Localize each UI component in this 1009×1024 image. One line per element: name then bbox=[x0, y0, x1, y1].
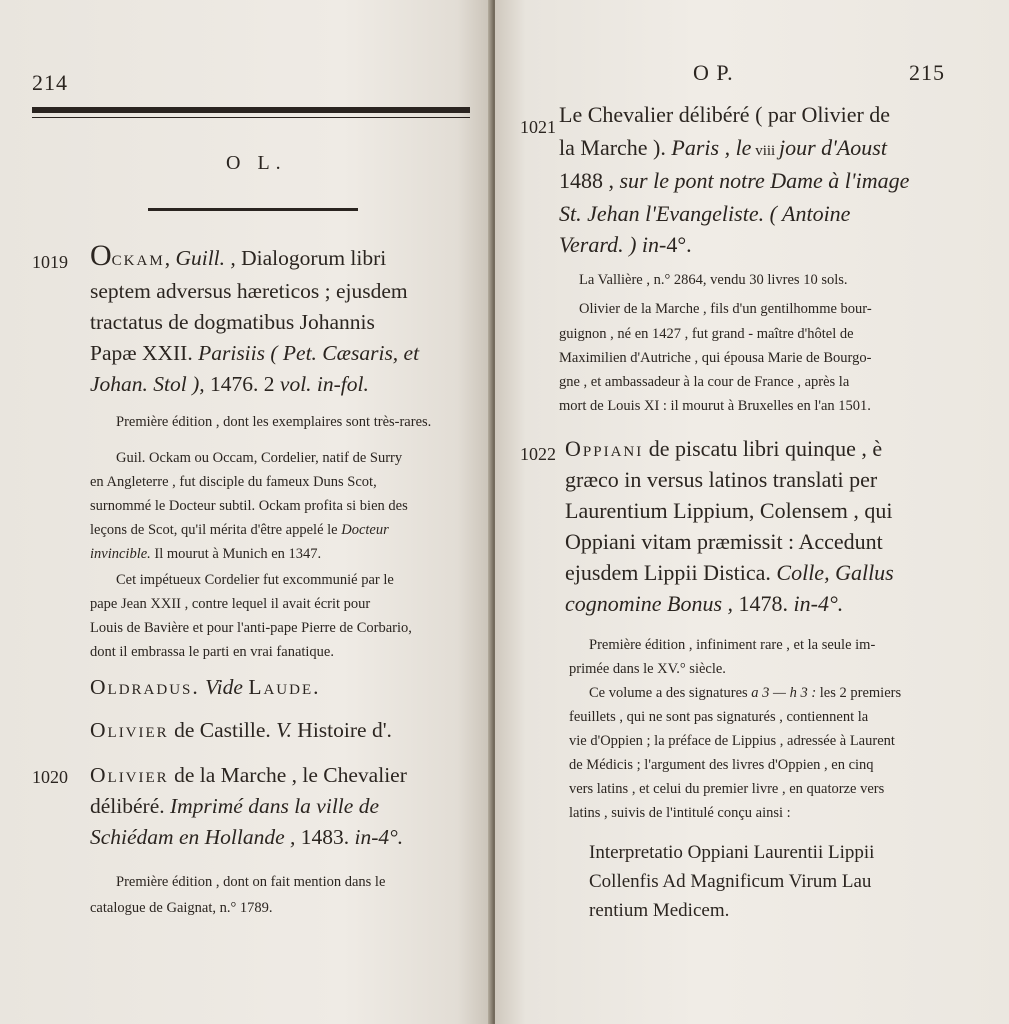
note-1022-2: primée dans le XV.° siècle. bbox=[569, 661, 726, 677]
entry-number-1021: 1021 bbox=[520, 117, 556, 137]
note-1021-1: La Vallière , n.° 2864, vendu 30 livres 10 sols. bbox=[579, 272, 848, 288]
entry-1019-line-2: septem adversus hæreticos ; ejusdem bbox=[90, 279, 408, 303]
entry-1021-line-2: la Marche ). Paris , le viii jour d'Aoust bbox=[559, 135, 887, 160]
note-1019-4: surnommé le Docteur subtil. Ockam profita si bien des bbox=[90, 498, 408, 514]
note-1019-9: Louis de Bavière et pour l'anti-pape Pierre de Corbario, bbox=[90, 620, 412, 636]
entry-1022-line-2: græco in versus latinos translati per bbox=[565, 467, 878, 492]
quote-line-2: Collenfis Ad Magnificum Virum Lau bbox=[589, 871, 872, 892]
quote-line-3: rentium Medicem. bbox=[589, 900, 730, 921]
running-head: O P. bbox=[693, 60, 734, 85]
entry-1019-line-1: Ockam, Guill. , Dialogorum libri bbox=[90, 239, 387, 272]
note-1020-2: catalogue de Gaignat, n.° 1789. bbox=[90, 900, 273, 916]
note-1022-8: latins , suivis de l'intitulé conçu ainsi : bbox=[569, 805, 791, 821]
cross-ref-olivier-castille: Olivier de Castille. V. Histoire d'. bbox=[90, 718, 392, 742]
entry-1022-line-6: cognomine Bonus , 1478. in-4°. bbox=[565, 591, 844, 616]
entry-number-1020: 1020 bbox=[32, 767, 68, 787]
entry-1020-line-1: Olivier de la Marche , le Chevalier bbox=[90, 763, 407, 787]
note-1019-1: Première édition , dont les exemplaires sont très-rares. bbox=[116, 414, 432, 430]
page-number-left: 214 bbox=[32, 70, 68, 95]
note-1021-3: guignon , né en 1427 , fut grand - maître d'hôtel de bbox=[559, 326, 854, 342]
note-1022-6: de Médicis ; l'argument des livres d'Oppien , en cinq bbox=[569, 757, 874, 773]
entry-1021-line-1: Le Chevalier délibéré ( par Olivier de bbox=[559, 102, 891, 127]
entry-1019-line-3: tractatus de dogmatibus Johannis bbox=[90, 310, 375, 334]
entry-1021-line-3: 1488 , sur le pont notre Dame à l'image bbox=[559, 168, 910, 193]
note-1022-4: feuillets , qui ne sont pas signaturés , contiennent la bbox=[569, 709, 869, 725]
note-1021-6: mort de Louis XI : il mourut à Bruxelles en l'an 1501. bbox=[559, 398, 871, 414]
entry-number-1022: 1022 bbox=[520, 444, 556, 464]
note-1019-6: invincible. Il mourut à Munich en 1347. bbox=[90, 546, 322, 562]
note-1019-7: Cet impétueux Cordelier fut excommunié par le bbox=[116, 572, 394, 588]
note-1022-5: vie d'Oppien ; la préface de Lippius , adressée à Laurent bbox=[569, 733, 895, 749]
note-1019-5: leçons de Scot, qu'il mérita d'être appelé le Docteur bbox=[90, 522, 389, 538]
entry-1022-line-3: Laurentium Lippium, Colensem , qui bbox=[565, 498, 893, 523]
section-heading: O L. bbox=[226, 152, 287, 174]
note-1019-8: pape Jean XXII , contre lequel il avait écrit pour bbox=[90, 596, 371, 612]
page-number-right: 215 bbox=[909, 60, 945, 85]
note-1021-4: Maximilien d'Autriche , qui épousa Marie de Bourgo- bbox=[559, 350, 872, 366]
entry-1021-line-4: St. Jehan l'Evangeliste. ( Antoine bbox=[559, 201, 851, 226]
note-1022-7: vers latins , et celui du premier livre , en quatorze vers bbox=[569, 781, 885, 797]
entry-1020-line-2: délibéré. Imprimé dans la ville de bbox=[90, 794, 379, 818]
entry-1021-line-5: Verard. ) in-4°. bbox=[559, 232, 692, 257]
header-rule bbox=[32, 107, 470, 113]
cross-ref-oldradus: Oldradus. Vide Laude. bbox=[90, 675, 321, 699]
entry-1022-line-4: Oppiani vitam præmissit : Accedunt bbox=[565, 529, 883, 554]
note-1021-5: gne , et ambassadeur à la cour de France , après la bbox=[559, 374, 850, 390]
note-1022-3: Ce volume a des signatures a 3 — h 3 : les 2 premiers bbox=[589, 685, 902, 701]
quote-line-1: Interpretatio Oppiani Laurentii Lippii bbox=[589, 842, 875, 863]
note-1020-1: Première édition , dont on fait mention dans le bbox=[116, 874, 386, 890]
entry-number-1019: 1019 bbox=[32, 252, 68, 272]
entry-1022-line-5: ejusdem Lippii Distica. Colle, Gallus bbox=[565, 560, 894, 585]
entry-1020-line-3: Schiédam en Hollande , 1483. in-4°. bbox=[90, 825, 404, 849]
entry-1019-line-5: Johan. Stol ), 1476. 2 vol. in-fol. bbox=[90, 372, 369, 396]
section-rule bbox=[148, 208, 358, 211]
entry-1019-line-4: Papæ XXII. Parisiis ( Pet. Cæsaris, et bbox=[90, 341, 420, 365]
header-rule-thin bbox=[32, 117, 470, 118]
entry-1022-line-1: Oppiani de piscatu libri quinque , è bbox=[565, 436, 883, 461]
right-page bbox=[495, 0, 1009, 1024]
note-1019-2: Guil. Ockam ou Occam, Cordelier, natif de Surry bbox=[116, 450, 403, 466]
note-1022-1: Première édition , infiniment rare , et la seule im- bbox=[589, 637, 876, 653]
note-1021-2: Olivier de la Marche , fils d'un gentilhomme bour- bbox=[579, 301, 872, 317]
left-page bbox=[0, 0, 492, 1024]
note-1019-10: dont il embrassa le parti en vrai fanatique. bbox=[90, 644, 334, 660]
note-1019-3: en Angleterre , fut disciple du fameux Duns Scot, bbox=[90, 474, 377, 490]
